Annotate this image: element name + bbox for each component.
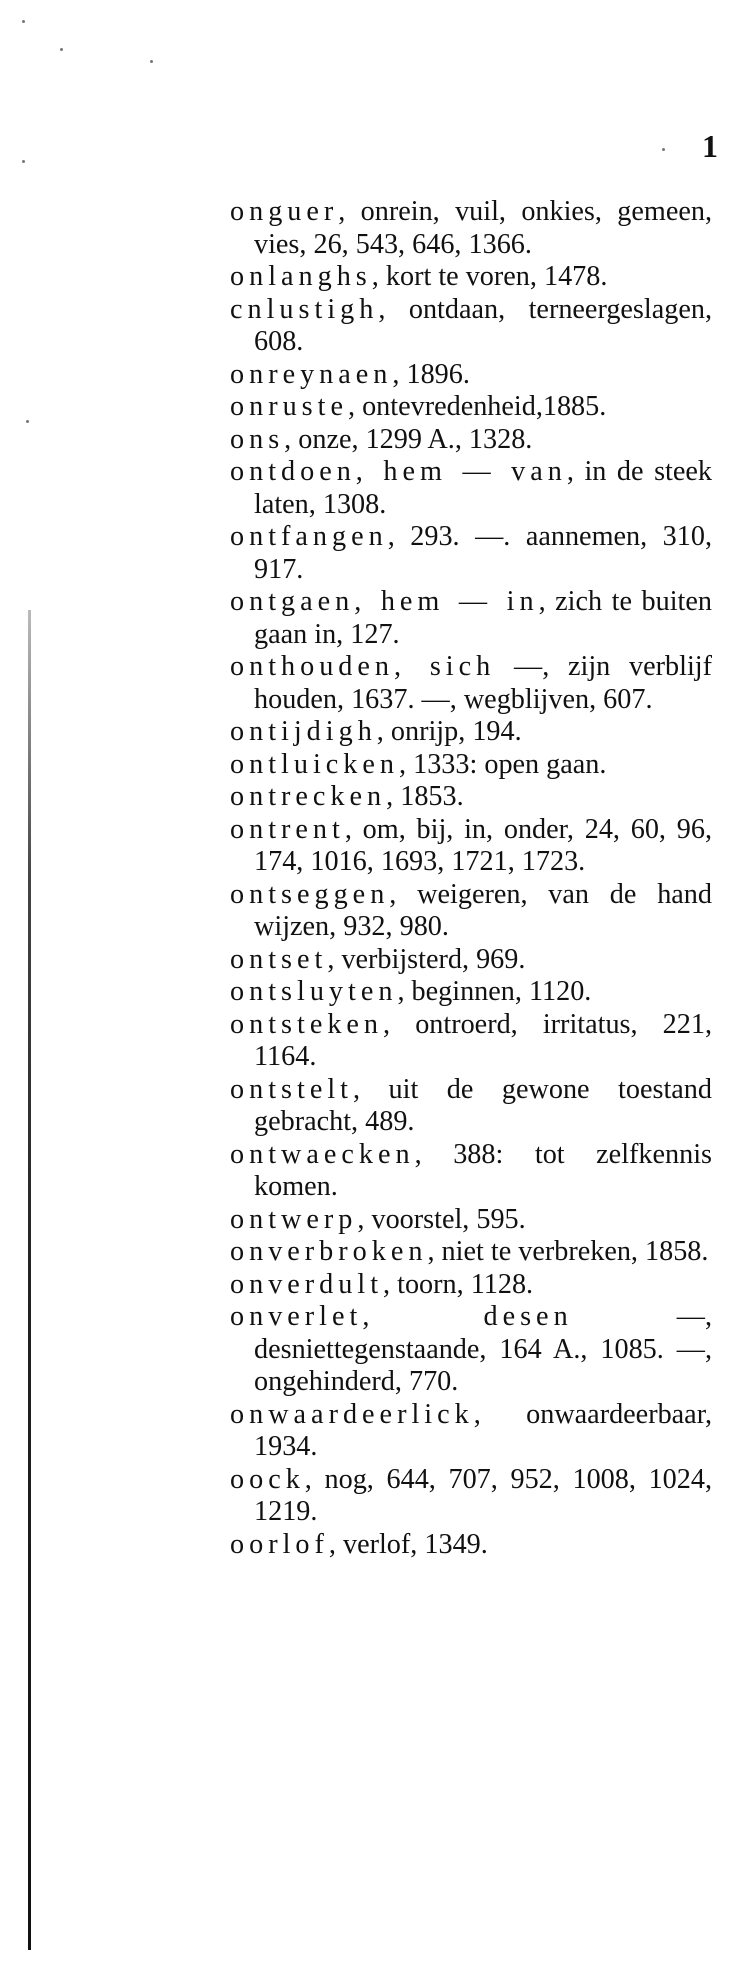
glossary-entry: [230, 716, 712, 749]
glossary-entry: [230, 261, 712, 294]
glossary-entry: [230, 359, 712, 392]
entry-headword: onlanghs: [230, 261, 372, 292]
paper-speck: [22, 160, 25, 163]
glossary-entry: [230, 1269, 712, 1302]
entry-headword: ontijdigh: [230, 716, 377, 747]
entry-definition: , onrein, vuil, onkies, gemeen, vies, 26, 543, 646, 1366.: [254, 196, 712, 260]
entry-headword: ontluicken: [230, 748, 399, 780]
paper-speck: [26, 420, 29, 423]
paper-speck: [662, 148, 665, 151]
entry-definition: , 293. —. aannemen, 310, 917.: [254, 521, 712, 585]
entry-definition: , onze, 1299 A., 1328.: [284, 423, 533, 455]
glossary-entry: [230, 651, 712, 716]
entry-definition: , 1896.: [392, 358, 470, 390]
entry-definition: , 1333: open gaan.: [399, 748, 607, 780]
entry-headword: ontseggen: [230, 878, 390, 910]
entry-definition: —, desniettegenstaande, 164 A., 1085. —, ongehinderd, 770.: [254, 1301, 712, 1397]
entry-headword: onverlet, desen: [230, 1301, 573, 1332]
entry-definition: , ontdaan, terneergeslagen, 608.: [254, 293, 712, 357]
entry-definition: , onwaardeerbaar, 1934.: [254, 1398, 712, 1462]
entry-definition: , in de steek laten, 1308.: [254, 456, 712, 520]
entry-headword: ontstelt: [230, 1073, 353, 1105]
glossary-entry: [230, 749, 712, 782]
entry-headword: ons: [230, 423, 285, 455]
entry-headword: oorlof: [230, 1528, 329, 1560]
entry-headword: ontgaen, hem — in: [230, 586, 539, 617]
entry-headword: onreynaen: [230, 358, 393, 390]
glossary-entry: [230, 1464, 712, 1529]
entry-definition: , om, bij, in, onder, 24, 60, 96, 174, 1016, 1693, 1721, 1723.: [254, 813, 712, 877]
glossary-entry: [230, 944, 712, 977]
glossary-entry: [230, 781, 712, 814]
entry-headword: onguer: [230, 196, 339, 227]
glossary-entry: [230, 1236, 712, 1269]
entry-definition: , weigeren, van de hand wijzen, 932, 980.: [254, 878, 712, 942]
entry-headword: cnlustigh: [230, 293, 379, 325]
binding-edge-shadow: [28, 610, 31, 1950]
glossary-entry: [230, 456, 712, 521]
entry-headword: ontrecken: [230, 781, 387, 812]
glossary-entry: [230, 294, 712, 359]
entry-definition: , onrijp, 194.: [376, 716, 522, 747]
glossary-entry: [230, 1139, 712, 1204]
entry-definition: , ontevredenheid,1885.: [347, 391, 607, 422]
paper-speck: [150, 60, 153, 63]
entry-headword: onwaardeerlick: [230, 1398, 474, 1430]
glossary-entry: [230, 196, 712, 261]
glossary-entry: [230, 424, 712, 457]
glossary-entry: [230, 976, 712, 1009]
glossary-entry: [230, 879, 712, 944]
glossary-entry: [230, 814, 712, 879]
glossary-entry: [230, 1009, 712, 1074]
glossary-entry: [230, 391, 712, 424]
paper-speck: [60, 48, 63, 51]
entry-definition: , beginnen, 1120.: [397, 976, 592, 1007]
entry-definition: , 1853.: [386, 781, 464, 812]
entry-headword: oock: [230, 1463, 305, 1495]
entry-headword: ontfangen: [230, 521, 388, 552]
entry-definition: , uit de gewone toestand gebracht, 489.: [254, 1073, 712, 1137]
entry-definition: , verbijsterd, 969.: [327, 943, 526, 975]
entry-definition: , ontroerd, irritatus, 221, 1164.: [254, 1008, 712, 1072]
entry-definition: , voorstel, 595.: [357, 1203, 526, 1235]
entry-definition: , niet te verbreken, 1858.: [427, 1236, 709, 1267]
glossary-entry: [230, 1301, 712, 1399]
entry-headword: ontwaecken: [230, 1138, 415, 1170]
entry-headword: onthouden, sich: [230, 651, 496, 682]
entry-headword: ontwerp: [230, 1203, 358, 1235]
entry-definition: , 388: tot zelfkennis komen.: [254, 1138, 712, 1202]
glossary-entry: [230, 1204, 712, 1237]
entry-definition: , toorn, 1128.: [383, 1268, 534, 1300]
entry-headword: ontsluyten: [230, 976, 398, 1007]
entry-definition: , zich te buiten gaan in, 127.: [254, 586, 712, 650]
entry-headword: onverdult: [230, 1268, 384, 1300]
entry-headword: ontsteken: [230, 1008, 384, 1040]
entry-definition: , kort te voren, 1478.: [371, 261, 608, 292]
entry-headword: ontrent: [230, 813, 345, 845]
glossary-entry: [230, 521, 712, 586]
glossary-entry: [230, 1529, 712, 1562]
entry-headword: ontset: [230, 943, 328, 975]
glossary-entry: [230, 1074, 712, 1139]
glossary-list: [230, 196, 712, 1561]
entry-definition: —, zijn verblijf houden, 1637. —, wegblijven, 607.: [254, 651, 713, 715]
entry-headword: onverbroken: [230, 1236, 428, 1267]
glossary-entry: [230, 586, 712, 651]
paper-speck: [22, 20, 25, 23]
entry-definition: , verlof, 1349.: [328, 1528, 488, 1560]
page-number: 1: [702, 128, 718, 164]
entry-headword: onruste: [230, 391, 348, 422]
glossary-entry: [230, 1399, 712, 1464]
entry-definition: , nog, 644, 707, 952, 1008, 1024, 1219.: [254, 1463, 712, 1527]
entry-headword: ontdoen, hem — van: [230, 456, 567, 487]
